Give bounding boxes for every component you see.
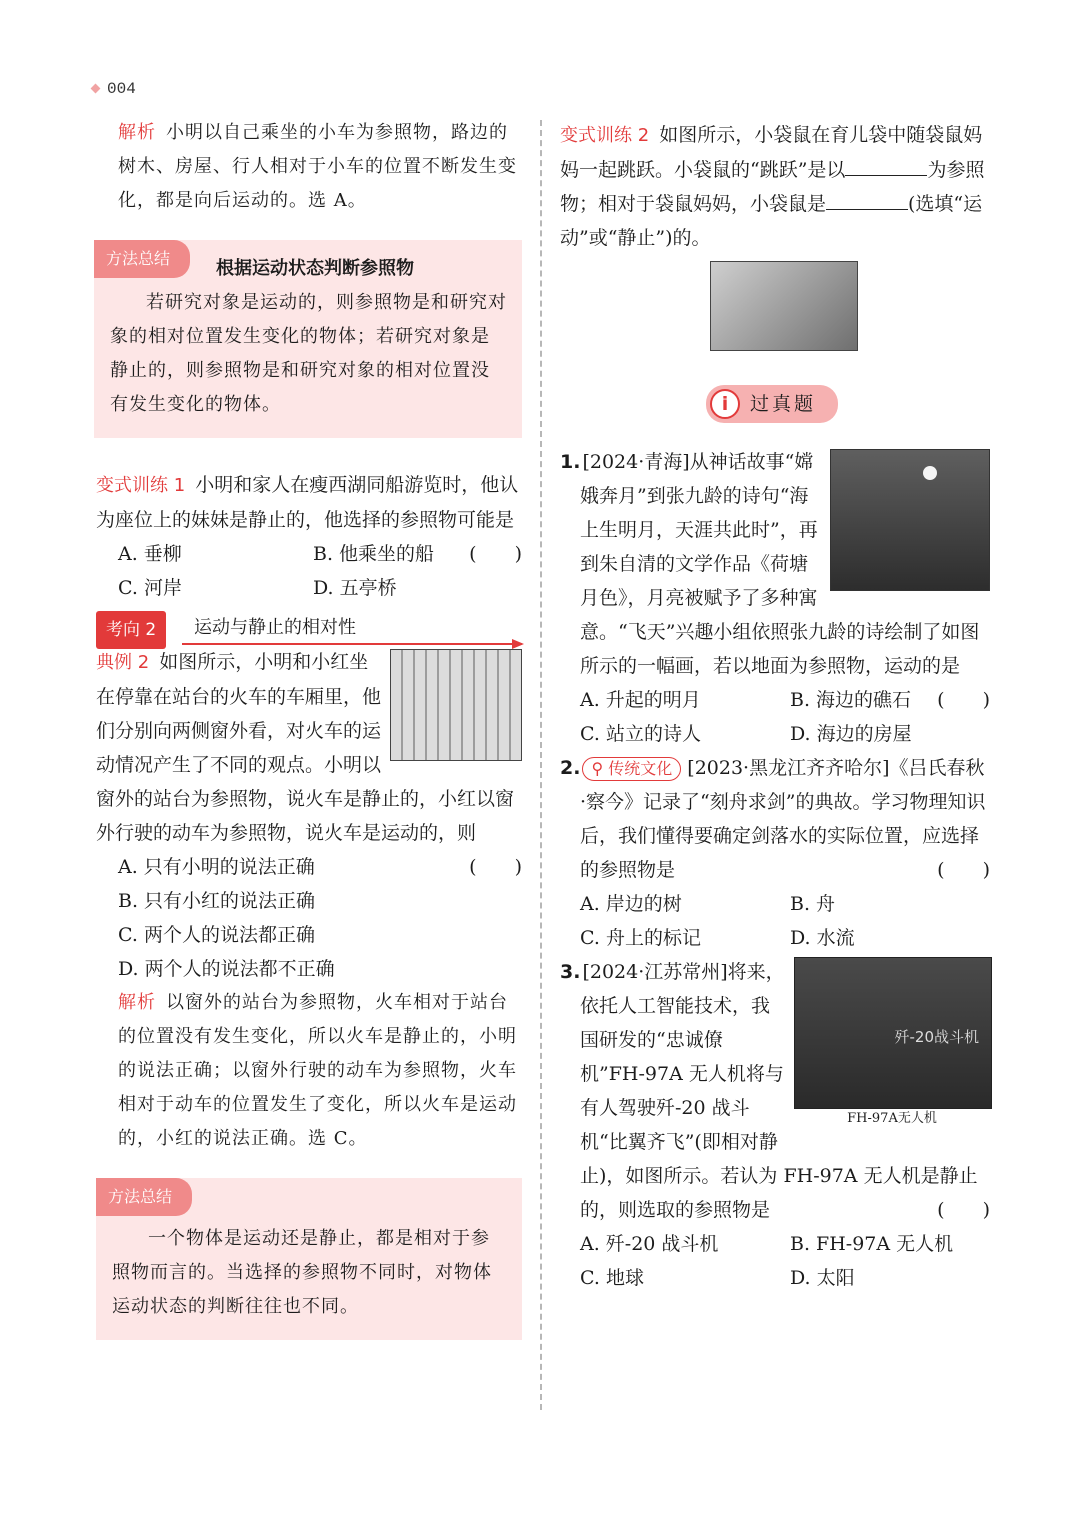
answer-paren: ( ) [469,856,522,878]
question-number: 3. [560,961,581,983]
option-c: C. 地球 [580,1267,644,1289]
q2-options [580,887,990,955]
variant-label: 变式训练 1 [96,475,186,496]
question-text: [2023·黑龙江齐齐哈尔]《吕氏春秋·察今》记录了“刻舟求剑”的典故。学习物理知识后，我们懂得要确定剑落水的实际位置，应选择的参照物是 [580,757,986,881]
column-divider [540,120,542,1410]
left-column [96,116,522,1340]
variant-stem-c: (选填“运动”或“静止”)的。 [560,193,983,249]
topic-tag: 考向 2 [96,611,166,649]
variant-2-stem [560,118,990,255]
option-b: B. FH-97A 无人机 [790,1233,954,1255]
variant-stem-a: 如图所示，小袋鼠在育儿袋中随袋鼠妈妈一起跳跃。小袋鼠的“跳跃”是以 [560,124,983,181]
real-exam-title: 过真题 [750,393,817,415]
option-c: C. 舟上的标记 [580,927,701,949]
right-column [560,118,990,1295]
analysis-text: 小明以自己乘坐的小车为参照物，路边的树木、房屋、行人相对于小车的位置不断发生变化，都是向后运动的。选 A。 [118,122,517,211]
real-exam-banner [706,385,838,423]
info-icon: i [710,389,740,419]
option-b: B. 他乘坐的船 [313,543,435,565]
diamond-icon [91,84,101,94]
fill-blank-1[interactable] [845,153,927,176]
option-b: B. 舟 [790,893,836,915]
topic-title: 运动与静止的相对性 [194,617,356,638]
page-number-text: 004 [107,80,136,98]
question-2 [560,751,990,955]
fighter-jets-image [794,957,992,1109]
method-text: 若研究对象是运动的，则参照物是和研究对象的相对位置发生变化的物体；若研究对象是静止的，则参照物是和研究对象的相对位置没有发生变化的物体。 [110,292,507,415]
arrow-icon [512,639,524,649]
answer-paren: ( ) [469,543,522,565]
method-summary-1 [94,240,522,438]
fill-blank-2[interactable] [826,187,908,210]
option-a: A. 歼-20 战斗机 [580,1233,719,1255]
option-a: A. 只有小明的说法正确 [118,856,315,878]
variant-1-options [96,537,469,605]
option-d: D. 两个人的说法都不正确 [118,958,335,980]
analysis-text: 以窗外的站台为参照物，火车相对于站台的位置没有发生变化，所以火车是静止的，小明的说法正确；以窗外行驶的动车为参照物，火车相对于动车的位置发生了变化，所以火车是运动的，小红的说法正确。选 C。 [118,992,517,1149]
example-label: 典例 2 [96,652,150,673]
jet-label: 歼-20战斗机 [894,1028,979,1046]
culture-badge [582,757,681,781]
analysis-1 [96,116,522,218]
q2-stem [560,751,990,887]
variant-stem-b: 为参照物；相对于袋鼠妈妈，小袋鼠是 [560,159,985,215]
method-tag: 方法总结 [96,1178,192,1216]
option-d: D. 水流 [790,927,855,949]
variant-training-2 [560,118,990,351]
question-number: 2. [560,757,581,779]
topic-underline [182,643,522,645]
figure-caption: FH-97A无人机 [847,1111,937,1126]
jet-figure [794,957,990,1129]
method-summary-2 [96,1178,522,1340]
option-a: A. 垂柳 [118,543,182,565]
option-b: B. 只有小红的说法正确 [118,890,316,912]
answer-paren: ( ) [937,689,990,711]
question-text: [2024·江苏常州]将来，依托人工智能技术，我国研发的“忠诚僚机”FH-97A 无人机将与有人驾驶歼-20 战斗机“比翼齐飞”(即相对静止)，如图所示。若认为 FH-97A 无人机是静止的，则选取的参照物是 [580,961,978,1221]
option-b: B. 海边的礁石 [790,689,912,711]
q1-options [580,683,937,751]
question-3 [560,955,990,1295]
option-d: D. 太阳 [790,1267,855,1289]
variant-stem-text: 小明和家人在瘦西湖同船游览时，他认为座位上的妹妹是静止的，他选择的参照物可能是 [96,474,519,531]
option-a: A. 岸边的树 [580,893,682,915]
question-number: 1. [560,451,581,473]
analysis-label: 解析 [118,122,156,143]
option-c: C. 站立的诗人 [580,723,701,745]
method-title: 根据运动状态判断参照物 [216,258,414,279]
badge-text: 传统文化 [608,759,673,778]
analysis-2 [96,986,522,1156]
option-a: A. 升起的明月 [580,689,701,711]
example-2 [96,645,522,1156]
location-pin-icon: ⚲ [591,759,609,778]
topic-2-header [96,611,522,645]
kangaroo-image [710,261,858,351]
q3-options [580,1227,990,1295]
question-text: [2024·青海]从神话故事“嫦娥奔月”到张九龄的诗句“海上生明月，天涯共此时”，再到朱自清的文学作品《荷塘月色》，月亮被赋予了多种寓意。“飞天”兴趣小组依照张九龄的诗绘制了如图所示的一幅画，若以地面为参照物，运动的是 [580,451,980,677]
method-tag: 方法总结 [94,240,190,278]
answer-paren: ( ) [937,1199,990,1221]
moon-sea-painting-image [830,449,990,591]
answer-paren: ( ) [937,859,990,881]
question-1 [560,445,990,751]
example-2-options [96,850,522,986]
variant-label: 变式训练 2 [560,125,650,146]
variant-training-1 [96,468,522,605]
analysis-label: 解析 [118,992,156,1013]
option-d: D. 海边的房屋 [790,723,912,745]
example-stem-text: 如图所示，小明和小红坐在停靠在站台的火车的车厢里，他们分别向两侧窗外看，对火车的运动情况产生了不同的观点。小明以窗外的站台为参照物，说火车是静止的，小红以窗外行驶的动车为参照物，说火车是运动的，则 [96,651,515,844]
option-c: C. 河岸 [118,577,182,599]
option-d: D. 五亭桥 [313,577,397,599]
option-c: C. 两个人的说法都正确 [118,924,315,946]
train-carriage-image [390,649,522,761]
page-number [92,80,136,98]
method-text: 一个物体是运动还是静止，都是相对于参照物而言的。当选择的参照物不同时，对物体运动状态的判断往往也不同。 [112,1228,492,1317]
